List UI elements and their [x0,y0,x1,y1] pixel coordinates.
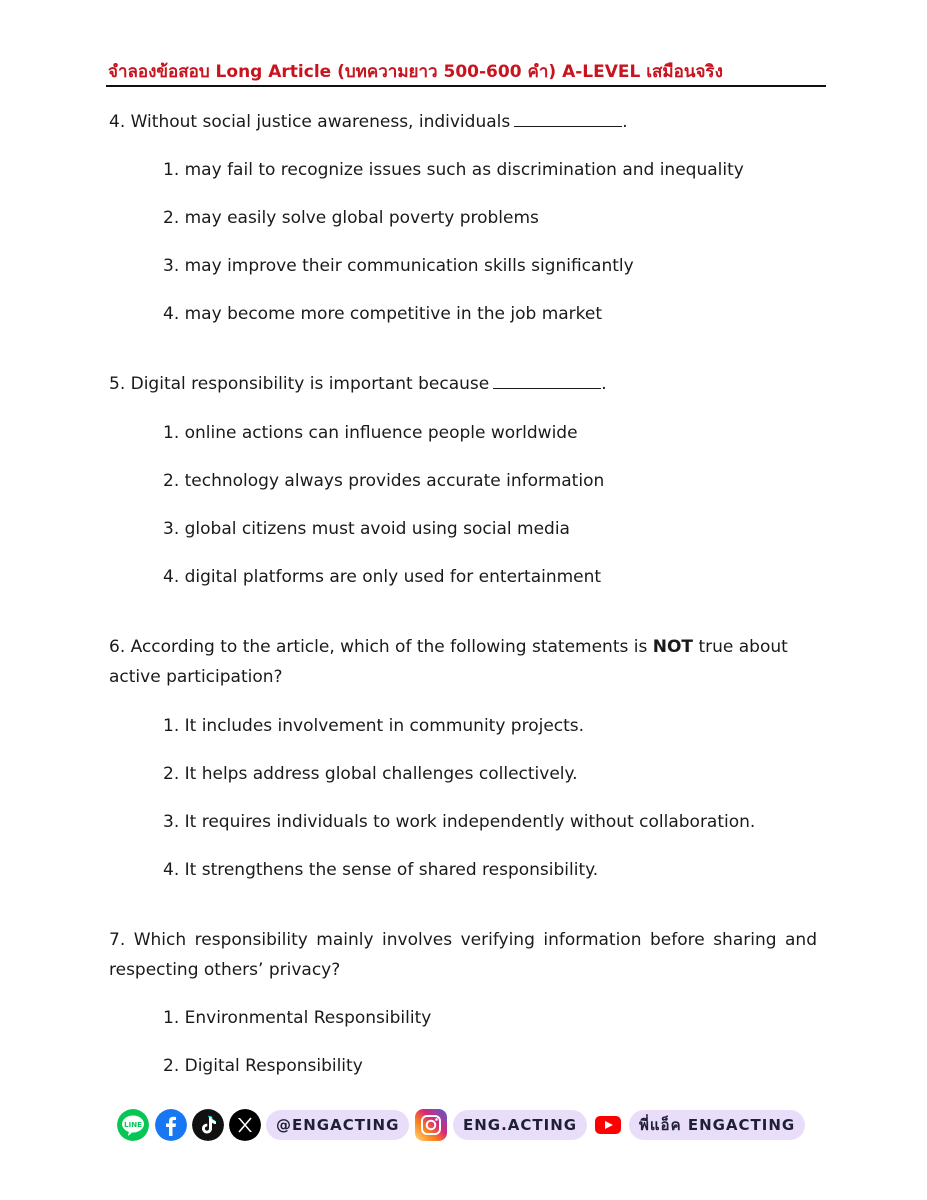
option: 3. global citizens must avoid using social media [163,519,570,539]
question-4: 4. Without social justice awareness, individuals . [109,112,628,132]
option: 4. digital platforms are only used for entertainment [163,567,602,587]
question-stem: 5. Digital responsibility is important because [109,374,490,394]
option: 4. It strengthens the sense of shared responsibility. [163,860,599,880]
facebook-icon[interactable] [155,1109,187,1141]
option: 2. Digital Responsibility [163,1056,363,1076]
option: 1. may fail to recognize issues such as discrimination and inequality [163,160,744,180]
handle-eng-acting[interactable]: ENG.ACTING [453,1110,587,1140]
question-7: 7. Which responsibility mainly involves verifying information before sharing and respecting others’ privacy? [109,930,817,980]
option: 2. technology always provides accurate information [163,471,605,491]
handle-youtube-channel[interactable]: พี่แอ็ค ENGACTING [629,1110,805,1140]
option: 1. Environmental Responsibility [163,1008,432,1028]
option: 4. may become more competitive in the job market [163,304,603,324]
question-6: 6. According to the article, which of the following statements is NOT true about active participation? [109,637,788,687]
emphasis-not: NOT [652,637,694,657]
line-icon[interactable] [117,1109,149,1141]
option: 1. online actions can influence people worldwide [163,423,578,443]
option: 3. It requires individuals to work independently without collaboration. [163,812,756,832]
answer-blank [514,112,622,127]
page-title: จำลองข้อสอบ Long Article (บทความยาว 500-600 คำ) A-LEVEL เสมือนจริง [108,62,723,82]
option: 2. may easily solve global poverty problems [163,208,539,228]
header-divider [106,85,826,87]
youtube-icon[interactable] [595,1115,621,1135]
social-footer [117,1106,827,1142]
handle-engacting[interactable]: @ENGACTING [266,1110,409,1140]
tiktok-icon[interactable] [192,1109,224,1141]
line-icon-label: LINE [124,1121,142,1129]
instagram-icon[interactable] [415,1109,447,1141]
answer-blank [493,374,601,389]
option: 2. It helps address global challenges collectively. [163,764,578,784]
option: 1. It includes involvement in community projects. [163,716,585,736]
question-stem: 4. Without social justice awareness, individuals [109,112,511,132]
x-icon[interactable] [229,1109,261,1141]
question-5: 5. Digital responsibility is important because . [109,374,607,394]
option: 3. may improve their communication skills significantly [163,256,634,276]
